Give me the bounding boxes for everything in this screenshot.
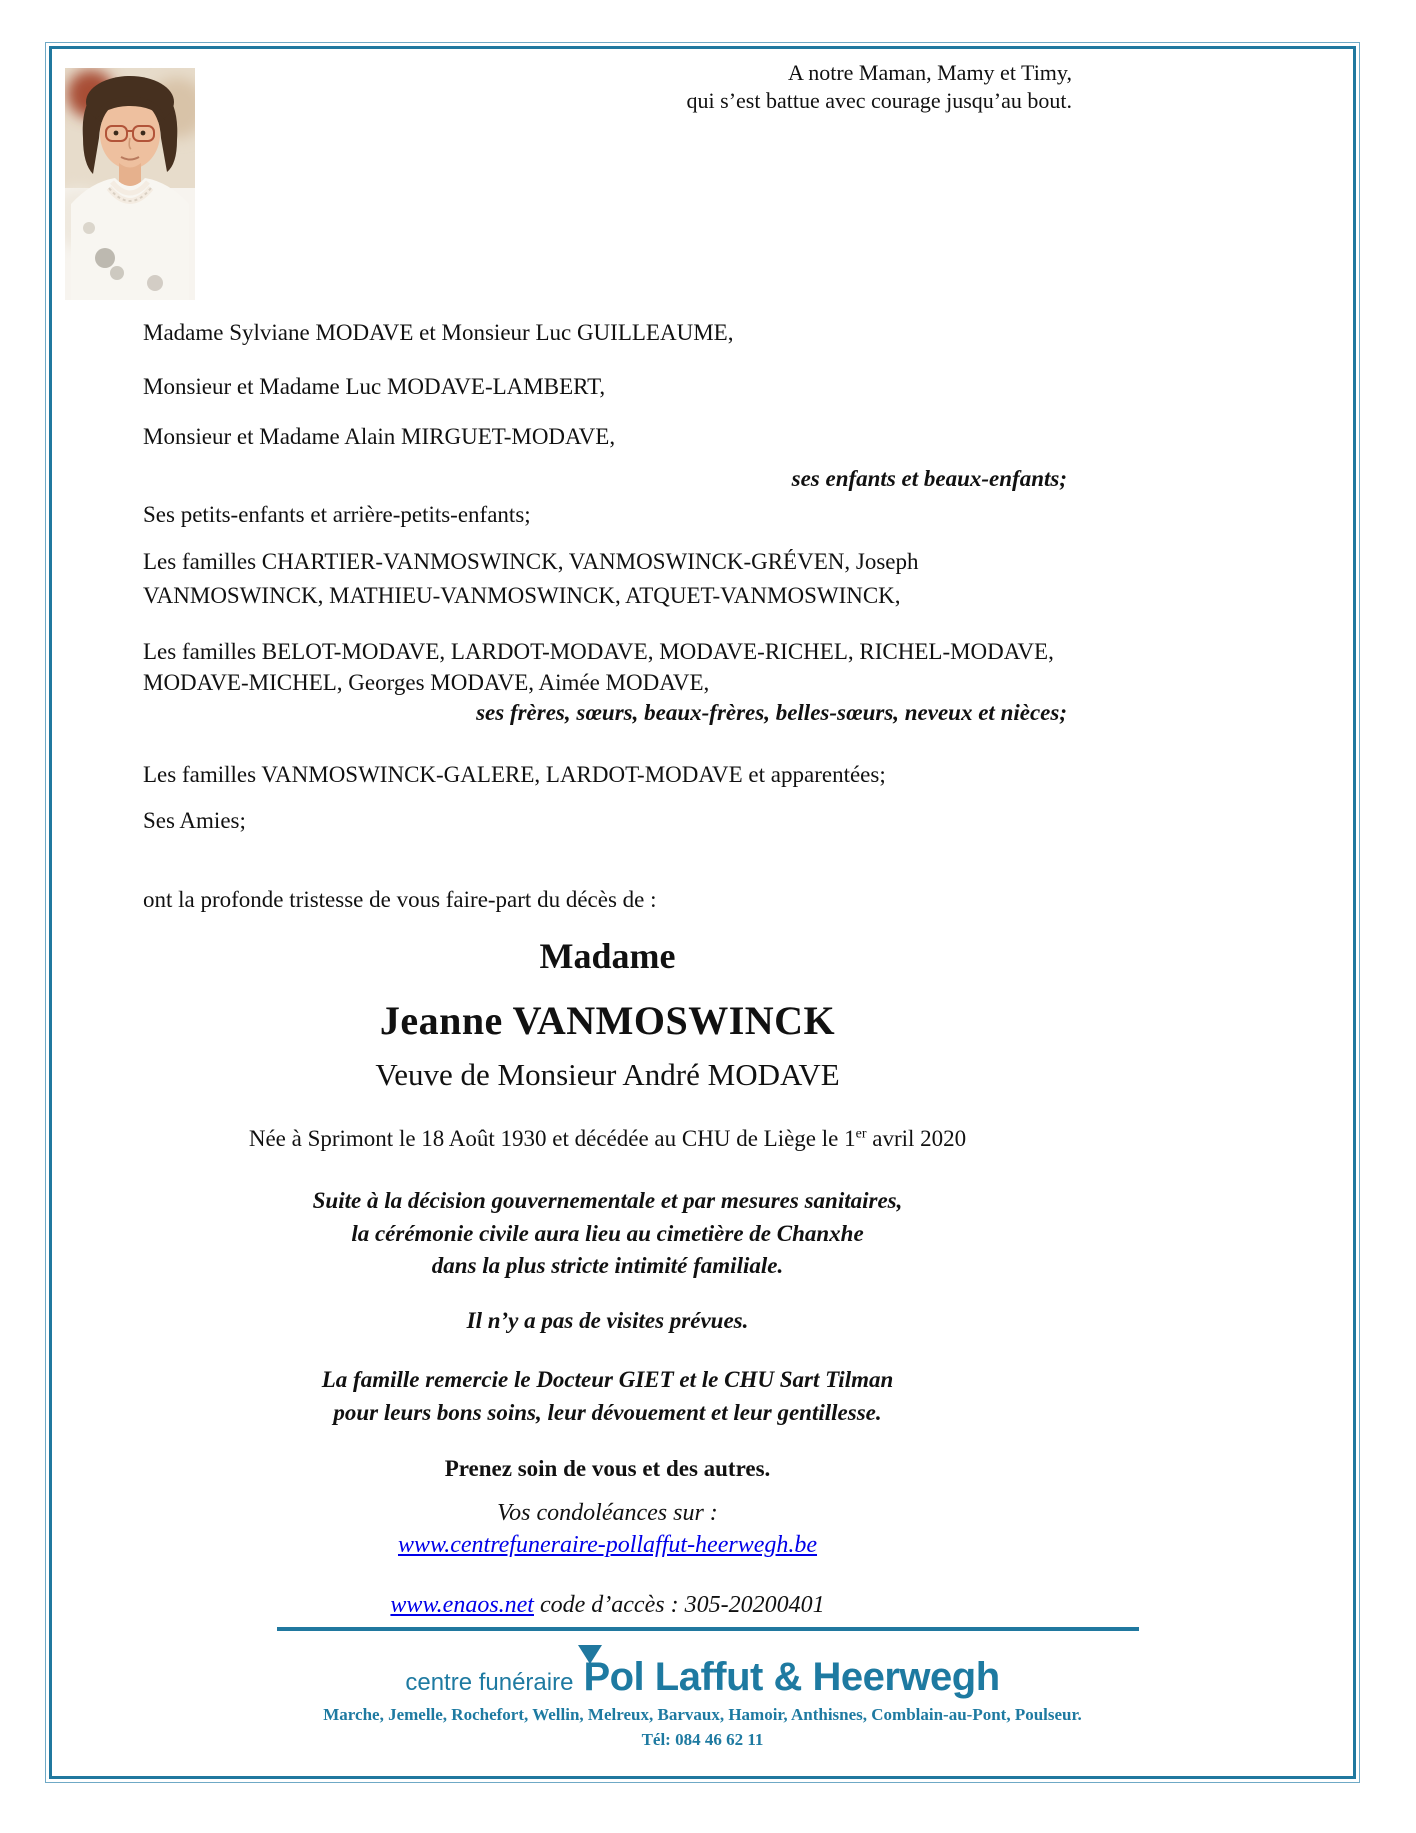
thanks-line-1: La famille remercie le Docteur GIET et le CHU Sart Tilman <box>321 1367 894 1392</box>
funeral-home-website-link[interactable]: www.centrefuneraire-pollaffut-heerwegh.be <box>397 1532 818 1558</box>
family-line-vanmoswinck: Les familles CHARTIER-VANMOSWINCK, VANMOSWINCK-GRÉVEN, Joseph VANMOSWINCK, MATHIEU-VANMOSWINCK, ATQUET-VANMOSWINCK, <box>143 549 919 608</box>
announcement-line: ont la profonde tristesse de vous faire-part du décès de : <box>143 887 657 912</box>
dates-suffix: avril 2020 <box>866 1126 967 1151</box>
condolences-link-row <box>143 1532 1072 1559</box>
family-line-grandchildren: Ses petits-enfants et arrière-petits-enfants; <box>143 502 531 527</box>
thanks-line-2: pour leurs bons soins, leur dévouement et leur gentillesse. <box>333 1400 882 1425</box>
enaos-access-code: code d’accès : 305-20200401 <box>533 1592 825 1618</box>
footer-phone: Tél: 084 46 62 11 <box>641 1730 764 1749</box>
brand-prefix: centre funéraire <box>405 1669 574 1696</box>
family-line-related: Les familles VANMOSWINCK-GALERE, LARDOT-MODAVE et apparentées; <box>143 762 886 787</box>
footer-locations: Marche, Jemelle, Rochefort, Wellin, Melreux, Barvaux, Hamoir, Anthisnes, Comblain-au-Pont, Poulseur. <box>323 1705 1082 1724</box>
family-line-modave: Les familles BELOT-MODAVE, LARDOT-MODAVE, MODAVE-RICHEL, RICHEL-MODAVE, MODAVE-MICHEL, Georges MODAVE, Aimée MODAVE, <box>143 639 1054 695</box>
family-line-3: Monsieur et Madame Alain MIRGUET-MODAVE, <box>143 424 616 449</box>
enaos-website-link[interactable]: www.enaos.net <box>390 1592 534 1618</box>
ceremony-line-2: la cérémonie civile aura lieu au cimetière de Chanxhe <box>351 1221 864 1246</box>
portrait-photo <box>65 68 195 300</box>
family-line-1: Madame Sylviane MODAVE et Monsieur Luc GUILLEAUME, <box>143 320 734 345</box>
family-role-siblings: ses frères, sœurs, beaux-frères, belles-sœurs, neveux et nièces; <box>476 700 1067 725</box>
deceased-name: Jeanne VANMOSWINCK <box>379 998 836 1043</box>
family-line-2: Monsieur et Madame Luc MODAVE-LAMBERT, <box>143 374 606 399</box>
family-line-friends: Ses Amies; <box>143 808 246 833</box>
family-role-children: ses enfants et beaux-enfants; <box>791 466 1067 491</box>
enaos-row <box>143 1592 1072 1619</box>
condolences-label: Vos condoléances sur : <box>497 1500 718 1526</box>
dedication-line-2: qui s’est battue avec courage jusqu’au bout. <box>686 88 1072 113</box>
decorative-frame <box>45 42 1360 1783</box>
deceased-widow-of: Veuve de Monsieur André MODAVE <box>375 1057 840 1092</box>
portrait-photo-art <box>65 68 195 300</box>
no-visits-line: Il n’y a pas de visites prévues. <box>466 1308 749 1333</box>
dedication <box>687 59 1072 115</box>
brand-name: Pol Laffut & Heerwegh <box>583 1655 1000 1699</box>
dates-prefix: Née à Sprimont le 18 Août 1930 et décédée au CHU de Liège le 1 <box>248 1126 856 1151</box>
deceased-dates <box>143 1126 1072 1152</box>
ceremony-line-1: Suite à la décision gouvernementale et par mesures sanitaires, <box>312 1188 903 1213</box>
take-care-line: Prenez soin de vous et des autres. <box>444 1456 771 1481</box>
funeral-home-logo <box>52 1655 1353 1700</box>
footer-separator-line <box>277 1627 1139 1631</box>
decorative-frame-inner <box>49 46 1356 1779</box>
deceased-title: Madame <box>539 936 676 976</box>
dates-superscript: er <box>855 1126 867 1142</box>
ceremony-line-3: dans la plus stricte intimité familiale. <box>431 1253 784 1278</box>
dedication-line-1: A notre Maman, Mamy et Timy, <box>788 60 1072 85</box>
